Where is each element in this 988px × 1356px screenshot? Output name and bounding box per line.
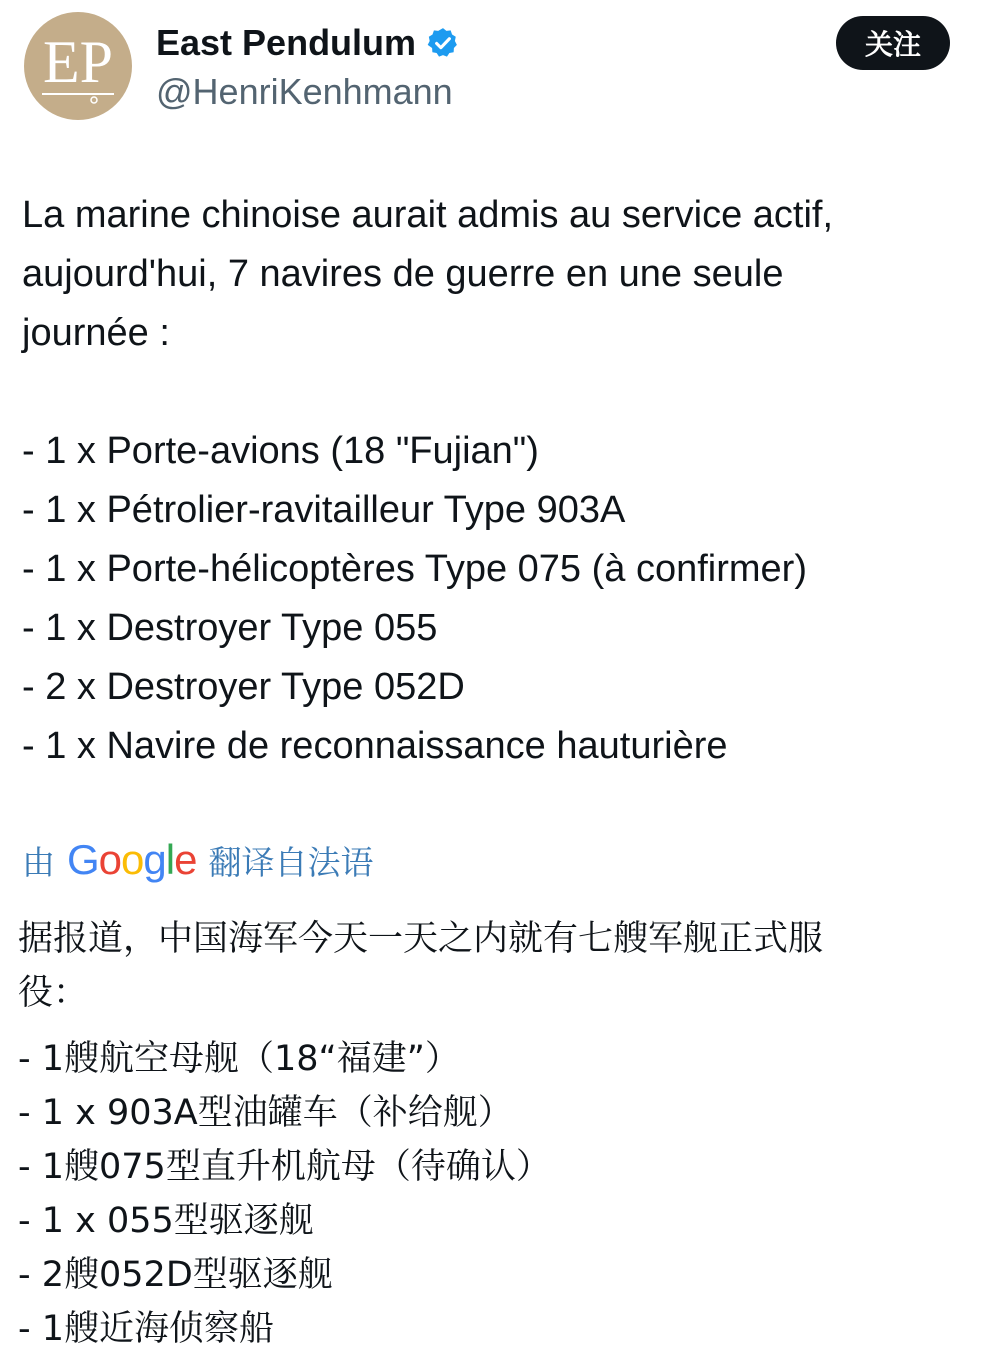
tweet-intro-line: journée : (22, 312, 170, 354)
display-name-text: East Pendulum (156, 22, 417, 63)
ep-logo-icon (24, 12, 132, 120)
translation-attribution[interactable] (22, 832, 373, 888)
ship-list-item: - 1 x Porte-avions (18 "Fujian") (22, 430, 539, 472)
translated-list-item: - 1 x 055型驱逐舰 (18, 1201, 314, 1241)
ship-list-item: - 1 x Pétrolier-ravitailleur Type 903A (22, 489, 626, 531)
ship-list-item: - 1 x Navire de reconnaissance hauturière (22, 725, 728, 767)
tweet-header (0, 0, 988, 140)
translated-list-item: - 1艘近海侦察船 (18, 1309, 275, 1349)
translated-from-label: 翻译自法语 (208, 842, 374, 882)
tweet-intro-line: La marine chinoise aurait admis au service actif, (22, 194, 834, 236)
ship-list-item: - 2 x Destroyer Type 052D (22, 666, 465, 708)
ship-list-item: - 1 x Porte-hélicoptères Type 075 (à confirmer) (22, 548, 807, 590)
ship-list-item: - 1 x Destroyer Type 055 (22, 607, 438, 649)
follow-button[interactable]: 关注 (836, 16, 950, 70)
translated-by-label: 由 (22, 842, 55, 882)
avatar[interactable] (24, 12, 132, 120)
google-logo: Google (67, 836, 197, 883)
user-handle[interactable]: @HenriKenhmann (156, 71, 453, 112)
translated-intro-line: 役： (18, 973, 89, 1013)
verified-badge-icon (426, 26, 460, 60)
svg-text:EP: EP (42, 29, 114, 95)
translated-list-item: - 1艘075型直升机航母（待确认） (18, 1147, 551, 1187)
translated-list-item: - 2艘052D型驱逐舰 (18, 1255, 333, 1295)
translated-intro-line: 据报道，中国海军今天一天之内就有七艘军舰正式服 (18, 919, 824, 959)
paragraph-gap (18, 1020, 978, 1032)
tweet-text (22, 186, 972, 776)
tweet-intro-line: aujourd'hui, 7 navires de guerre en une seule (22, 253, 784, 295)
translated-list-item: - 1 x 903A型油罐车（补给舰） (18, 1093, 513, 1133)
translated-list-item: - 1艘航空母舰（18“福建”） (18, 1039, 460, 1079)
paragraph-gap (22, 363, 972, 422)
translated-text (18, 912, 978, 1356)
display-name[interactable] (156, 20, 460, 66)
